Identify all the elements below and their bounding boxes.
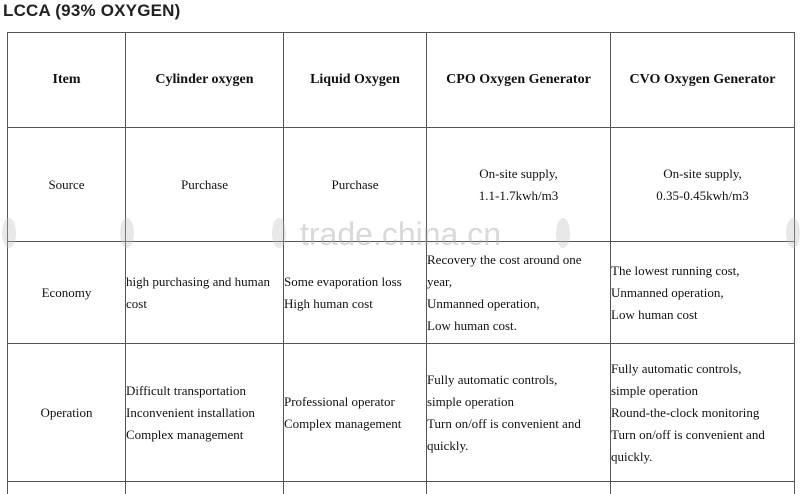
cell-cylinder: [126, 128, 284, 242]
cell-line: High human cost: [284, 293, 426, 315]
header-cpo: CPO Oxygen Generator: [427, 33, 611, 128]
header-liquid: Liquid Oxygen: [284, 33, 427, 128]
cell-line: Purchase: [126, 174, 283, 196]
cell-line: 1.1-1.7kwh/m3: [427, 185, 610, 207]
cell-line: cost: [126, 293, 283, 315]
cell-cvo: [611, 344, 795, 482]
cell-liquid: [284, 344, 427, 482]
row-label: Source: [8, 128, 126, 242]
header-cvo: CVO Oxygen Generator: [611, 33, 795, 128]
cell-line: simple operation: [611, 380, 794, 402]
cell-cpo: [427, 242, 611, 344]
cell-line: Some evaporation loss: [284, 271, 426, 293]
cell-cpo: [427, 128, 611, 242]
cell-line: Turn on/off is convenient and: [611, 424, 794, 446]
cell-line: On-site supply,: [611, 163, 794, 185]
cell-line: Recovery the cost around one: [427, 249, 610, 271]
table-row: [8, 242, 795, 344]
cell-line: quickly.: [611, 446, 794, 468]
cell-line: Unmanned operation,: [611, 282, 794, 304]
cell-line: Low human cost.: [427, 315, 610, 337]
cell-cylinder: [126, 344, 284, 482]
cell-line: Low human cost: [611, 304, 794, 326]
row-label: Economy: [8, 242, 126, 344]
watermark-dot: [120, 218, 134, 248]
cell-line: The lowest running cost,: [611, 260, 794, 282]
cell-line: Complex management: [126, 424, 283, 446]
table-row-partial: [8, 482, 795, 494]
watermark-dot: [556, 218, 570, 248]
header-cylinder: Cylinder oxygen: [126, 33, 284, 128]
cell-liquid: [284, 242, 427, 344]
watermark-dot: [2, 218, 16, 248]
watermark-dot: [786, 218, 800, 248]
cell-line: quickly.: [427, 435, 610, 457]
cell-line: Purchase: [284, 174, 426, 196]
cell-line: simple operation: [427, 391, 610, 413]
cell-line: 0.35-0.45kwh/m3: [611, 185, 794, 207]
watermark-dot: [272, 218, 286, 248]
header-row: [8, 33, 795, 128]
cell-line: On-site supply,: [427, 163, 610, 185]
cell-line: Turn on/off is convenient and: [427, 413, 610, 435]
cell-line: year,: [427, 271, 610, 293]
table-row: [8, 344, 795, 482]
cell-cvo: [611, 128, 795, 242]
cell-cpo: [427, 344, 611, 482]
cell-cylinder: [126, 242, 284, 344]
cell-line: Round-the-clock monitoring: [611, 402, 794, 424]
header-item: Item: [8, 33, 126, 128]
cell-line: Inconvenient installation: [126, 402, 283, 424]
cell-line: Professional operator: [284, 391, 426, 413]
cell-liquid: [284, 128, 427, 242]
cell-line: Unmanned operation,: [427, 293, 610, 315]
cell-line: high purchasing and human: [126, 271, 283, 293]
cell-line: Fully automatic controls,: [611, 358, 794, 380]
cell-line: Complex management: [284, 413, 426, 435]
cell-cvo: [611, 242, 795, 344]
page-title: LCCA (93% OXYGEN): [3, 1, 181, 21]
comparison-table: [7, 32, 795, 494]
watermark: trade.china.cn: [300, 216, 501, 253]
cell-line: Difficult transportation: [126, 380, 283, 402]
cell-line: Fully automatic controls,: [427, 369, 610, 391]
row-label: Operation: [8, 344, 126, 482]
